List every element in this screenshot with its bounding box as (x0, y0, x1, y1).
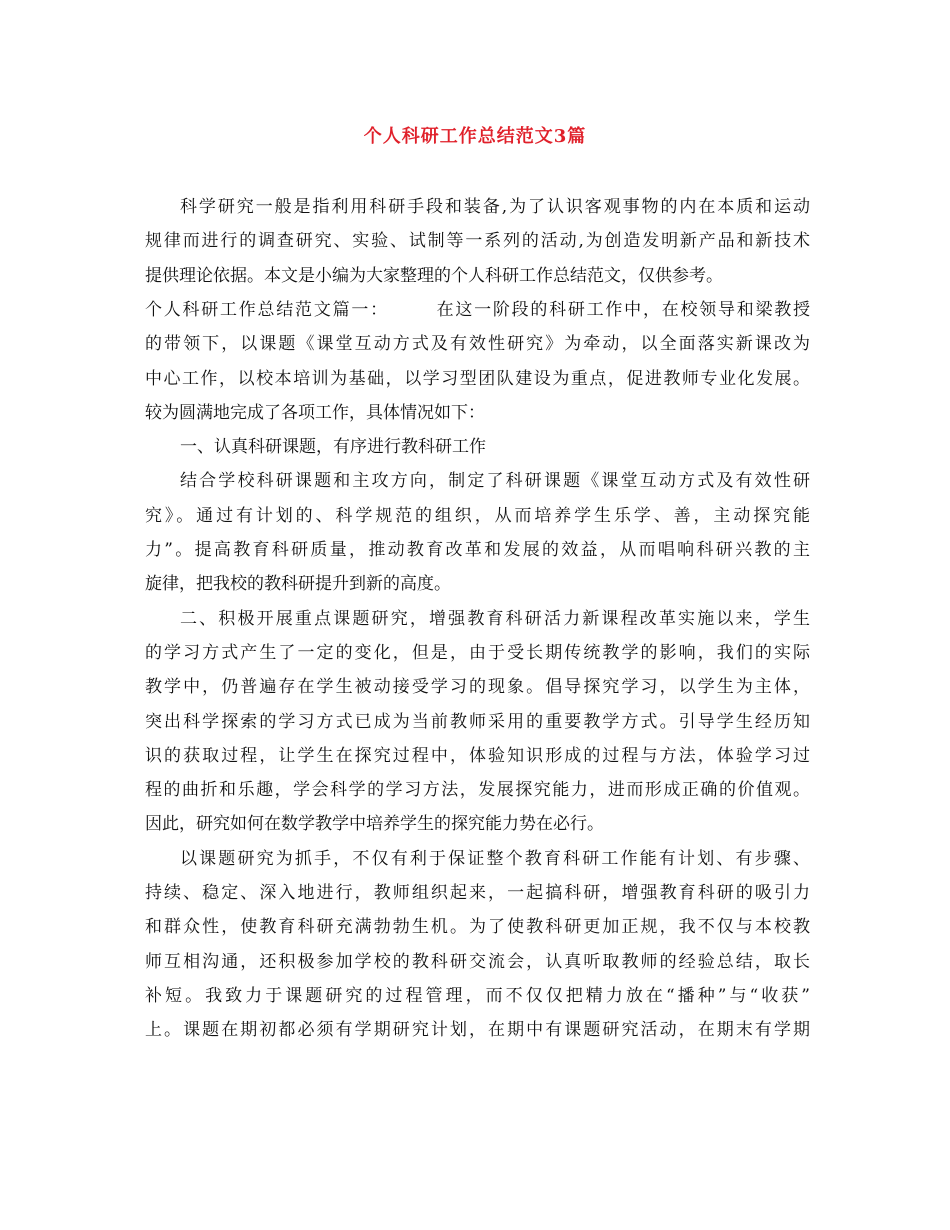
text-line: 持续、稳定、深入地进行，教师组织起来，一起搞科研，增强教育科研的吸引力 (145, 883, 810, 903)
text-line: 的学习方式产生了一定的变化，但是，由于受长期传统教学的影响，我们的实际 (145, 642, 810, 663)
document-title: 个人科研工作总结范文3篇 (363, 126, 587, 147)
text-line: 旋律，把我校的教科研提升到新的高度。 (145, 574, 451, 595)
text-line: 中心工作，以校本培训为基础，以学习型团队建设为重点，促进教师专业化发展。 (145, 368, 810, 389)
text-line: 补短。我致力于课题研究的过程管理，而不仅仅把精力放在“播种”与“收获” (145, 985, 810, 1006)
text-line: 究》。通过有计划的、科学规范的组织，从而培养学生乐学、善，主动探究能 (145, 505, 810, 526)
text-line: 科学研究一般是指利用科研手段和装备,为了认识客观事物的内在本质和运动 (180, 197, 810, 217)
text-line: 因此，研究如何在数学教学中培养学生的探究能力势在必行。 (145, 814, 604, 835)
text-line: 结合学校科研课题和主攻方向，制定了科研课题《课堂互动方式及有效性研 (180, 471, 810, 492)
text-line: 个人科研工作总结范文篇一： 在这一阶段的科研工作中，在校领导和梁教授 (145, 299, 810, 320)
text-line: 和群众性，使教育科研充满勃勃生机。为了使教科研更加正规，我不仅与本校教 (145, 917, 810, 938)
text-line: 提供理论依据。本文是小编为大家整理的个人科研工作总结范文，仅供参考。 (145, 265, 723, 286)
text-line: 突出科学探索的学习方式已成为当前教师采用的重要教学方式。引导学生经历知 (145, 711, 810, 732)
text-line: 教学中，仍普遍存在学生被动接受学习的现象。倡导探究学习，以学生为主体， (145, 677, 810, 698)
text-line: 识的获取过程，让学生在探究过程中，体验知识形成的过程与方法，体验学习过 (145, 745, 810, 766)
text-line: 较为圆满地完成了各项工作，具体情况如下： (145, 402, 485, 423)
text-line: 师互相沟通，还积极参加学校的教科研交流会，认真听取教师的经验总结，取长 (145, 951, 810, 972)
text-line: 上。课题在期初都必须有学期研究计划，在期中有课题研究活动，在期末有学期 (145, 1020, 810, 1041)
text-line: 规律而进行的调查研究、实验、试制等一系列的活动,为创造发明新产品和新技术 (145, 231, 810, 252)
text-line: 力”。提高教育科研质量，推动教育改革和发展的效益，从而唱响科研兴教的主 (145, 540, 810, 560)
text-line: 一、认真科研课题，有序进行教科研工作 (180, 437, 486, 458)
text-line: 以课题研究为抓手，不仅有利于保证整个教育科研工作能有计划、有步骤、 (180, 848, 810, 869)
text-line: 二、积极开展重点课题研究，增强教育科研活力新课程改革实施以来，学生 (180, 608, 810, 629)
text-line: 程的曲折和乐趣，学会科学的学习方法，发展探究能力，进而形成正确的价值观。 (145, 780, 810, 801)
text-line: 的带领下，以课题《课堂互动方式及有效性研究》为牵动，以全面落实新课改为 (145, 334, 810, 355)
